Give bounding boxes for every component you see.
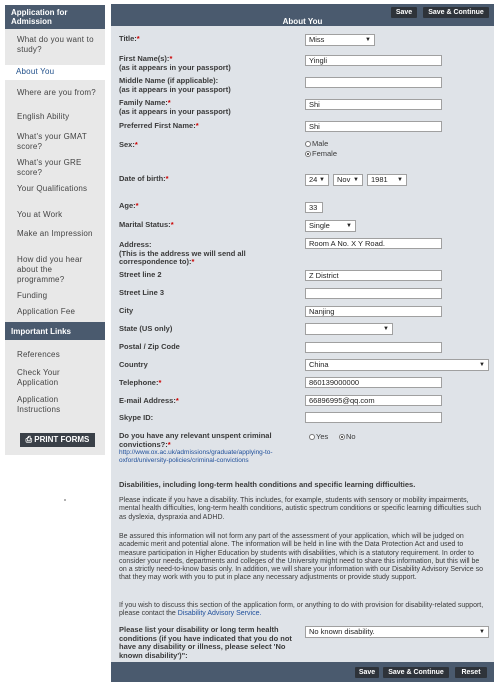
chevron-down-icon: ▼ bbox=[383, 326, 389, 332]
disability-paragraph-3: If you wish to discuss this section of the application form, or anything to do with provision for disability-related support, please contact the Disability Advisory Service. bbox=[119, 602, 484, 618]
country-label: Country bbox=[119, 360, 148, 369]
criminal-convictions-link[interactable]: http://www.ox.ac.uk/admissions/graduate/applying-to-oxford/university-policies/criminal-convictions bbox=[119, 449, 273, 464]
city-input[interactable]: Nanjing bbox=[305, 306, 442, 317]
email-input[interactable]: 66896995@qq.com bbox=[305, 395, 442, 406]
marital-status-label: Marital Status:* bbox=[119, 220, 174, 229]
criminal-yes-radio[interactable]: Yes bbox=[309, 432, 328, 441]
criminal-no-radio[interactable]: No bbox=[339, 432, 356, 441]
criminal-label: Do you have any relevant unspent criminal convictions?:* bbox=[119, 431, 272, 449]
postal-code-label: Postal / Zip Code bbox=[119, 342, 180, 351]
email-label: E-mail Address:* bbox=[119, 396, 179, 405]
middle-name-label: Middle Name (if applicable): (as it appears in your passport) bbox=[119, 76, 231, 94]
disability-paragraph-1: Please indicate if you have a disability. This includes, for example, students with sensory or mobility impairments, mental health difficulties, long-term health conditions, autistic spectrum conditions or specific learning difficulties such as dyslexia, dyspraxia and ADHD. bbox=[119, 497, 481, 521]
chevron-down-icon: ▼ bbox=[365, 37, 371, 43]
reset-button[interactable]: Reset bbox=[455, 667, 487, 678]
dob-day-select[interactable]: 24 ▼ bbox=[305, 174, 329, 186]
link-application-instructions[interactable]: Application Instructions bbox=[17, 395, 61, 414]
dob-year-select[interactable]: 1981 ▼ bbox=[367, 174, 407, 186]
chevron-down-icon: ▼ bbox=[479, 629, 485, 635]
street-line-2-label: Street line 2 bbox=[119, 270, 162, 279]
save-button-bottom[interactable]: Save bbox=[355, 667, 379, 678]
family-name-input[interactable]: Shi bbox=[305, 99, 442, 110]
state-select[interactable] bbox=[305, 323, 393, 335]
sidebar-nav bbox=[5, 5, 105, 455]
disability-advisory-link[interactable]: Disability Advisory Service. bbox=[177, 610, 262, 618]
disability-select[interactable]: No known disability. ▼ bbox=[305, 626, 489, 638]
print-forms-button[interactable] bbox=[20, 433, 95, 447]
skype-label: Skype ID: bbox=[119, 413, 154, 422]
radio-circle bbox=[309, 434, 315, 440]
save-continue-button-bottom[interactable]: Save & Continue bbox=[383, 667, 449, 678]
postal-code-input[interactable] bbox=[305, 342, 442, 353]
sidebar-item-gmat[interactable]: What's your GMAT score? bbox=[17, 132, 87, 151]
sidebar-item-impression[interactable]: Make an Impression bbox=[17, 229, 93, 238]
form-footer bbox=[111, 662, 494, 682]
sidebar-item-fee[interactable]: Application Fee bbox=[17, 307, 76, 316]
sidebar-item-hear-about[interactable]: How did you hear about the programme? bbox=[17, 255, 83, 284]
street-line-3-label: Street Line 3 bbox=[119, 288, 165, 297]
sex-label: Sex:* bbox=[119, 140, 138, 149]
preferred-name-input[interactable]: Shi bbox=[305, 121, 442, 132]
sidebar-item-study[interactable]: What do you want to study? bbox=[17, 35, 94, 54]
sidebar-item-where-from[interactable]: Where are you from? bbox=[17, 88, 96, 97]
page-title: About You bbox=[282, 17, 323, 26]
street-line-2-input[interactable]: Z District bbox=[305, 270, 442, 281]
telephone-input[interactable]: 860139000000 bbox=[305, 377, 442, 388]
sidebar-item-about-you[interactable]: About You bbox=[4, 65, 105, 80]
link-references[interactable]: References bbox=[17, 350, 60, 359]
disability-list-label: Please list your disability or long term health conditions (if you have indicated that you do not have any disability or illness, please select 'No known disability')": bbox=[119, 625, 292, 660]
age-label: Age:* bbox=[119, 201, 139, 210]
form-header bbox=[111, 4, 494, 26]
sidebar-item-gre[interactable]: What's your GRE score? bbox=[17, 158, 82, 177]
address-label: Address: (This is the address we will send all correspondence to):* bbox=[119, 240, 246, 266]
first-name-label: First Name(s):* (as it appears in your passport) bbox=[119, 54, 231, 72]
city-label: City bbox=[119, 306, 134, 315]
chevron-down-icon: ▼ bbox=[397, 177, 403, 183]
important-links-header: Important Links bbox=[5, 322, 105, 340]
sidebar-item-work[interactable]: You at Work bbox=[17, 210, 63, 219]
radio-circle-selected bbox=[339, 434, 345, 440]
chevron-down-icon: ▼ bbox=[319, 177, 325, 183]
chevron-down-icon: ▼ bbox=[479, 362, 485, 368]
age-input[interactable]: 33 bbox=[305, 202, 323, 213]
chevron-down-icon: ▼ bbox=[346, 223, 352, 229]
sidebar-item-english[interactable]: English Ability bbox=[17, 112, 70, 121]
save-button-top[interactable]: Save bbox=[391, 7, 417, 18]
telephone-label: Telephone:* bbox=[119, 378, 162, 387]
save-continue-button-top[interactable]: Save & Continue bbox=[423, 7, 489, 18]
dob-label: Date of birth:* bbox=[119, 174, 169, 183]
preferred-name-label: Preferred First Name:* bbox=[119, 121, 199, 130]
sex-female-radio[interactable]: Female bbox=[305, 149, 337, 158]
disability-paragraph-2: Be assured this information will not form any part of the assessment of your application, which will be judged on academic merit and potential alone. The information will be held in line with the Data Protection Act and used to measure participation in Higher Education by students with disabilities, which is a statutory requirement. In order to consider your needs, departments and colleges of the University might need to share this information, but this will be on a strictly need-to-know basis only. In addition, we will share your information with our Disability Advisory Service so that they may work with you to put in place any necessary adjustments or provide study support. bbox=[119, 533, 484, 582]
country-select[interactable]: China ▼ bbox=[305, 359, 489, 371]
marital-status-select[interactable]: Single ▼ bbox=[305, 220, 356, 232]
skype-input[interactable] bbox=[305, 412, 442, 423]
family-name-label: Family Name:* (as it appears in your passport) bbox=[119, 98, 231, 116]
address-input[interactable]: Room A No. X Y Road. bbox=[305, 238, 442, 249]
street-line-3-input[interactable] bbox=[305, 288, 442, 299]
sex-male-radio[interactable]: Male bbox=[305, 139, 328, 148]
printer-icon: ⎙ bbox=[25, 435, 33, 444]
dob-month-select[interactable]: Nov ▼ bbox=[333, 174, 363, 186]
print-forms-label: PRINT FORMS bbox=[34, 435, 90, 444]
stray-dot bbox=[64, 499, 66, 501]
sidebar-item-funding[interactable]: Funding bbox=[17, 291, 48, 300]
state-label: State (US only) bbox=[119, 324, 173, 333]
middle-name-input[interactable] bbox=[305, 77, 442, 88]
sidebar-header: Application for Admission bbox=[5, 5, 105, 29]
radio-circle bbox=[305, 141, 311, 147]
about-you-form bbox=[111, 4, 494, 682]
chevron-down-icon: ▼ bbox=[353, 177, 359, 183]
title-select[interactable]: Miss ▼ bbox=[305, 34, 375, 46]
radio-circle-selected bbox=[305, 151, 311, 157]
link-check-application[interactable]: Check Your Application bbox=[17, 368, 60, 387]
disability-heading: Disabilities, including long-term health conditions and specific learning difficulties. bbox=[119, 480, 416, 489]
first-name-input[interactable]: Yingli bbox=[305, 55, 442, 66]
title-label: Title:* bbox=[119, 34, 140, 43]
sidebar-item-qualifications[interactable]: Your Qualifications bbox=[17, 184, 88, 193]
